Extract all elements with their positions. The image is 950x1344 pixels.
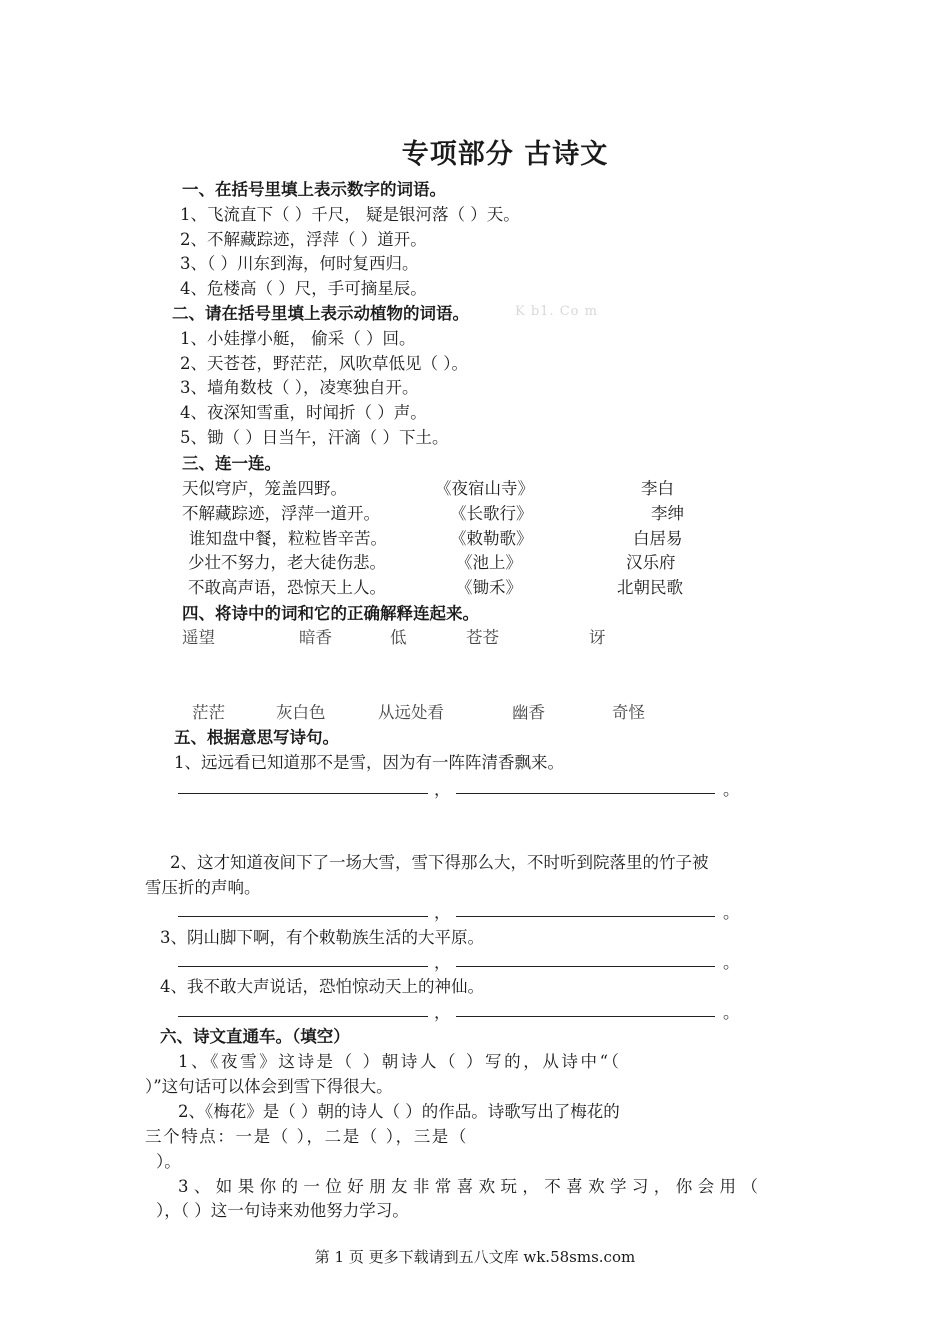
s5-comma-1: ， <box>434 780 451 799</box>
s3-author-3: 白居易 <box>633 529 683 548</box>
s4-meaning-3: 从远处看 <box>378 703 444 722</box>
s3-poem-line-5: 不敢高声语，恐惊天上人。 <box>188 578 386 597</box>
s4-word-5: 讶 <box>589 628 606 647</box>
s6-paragraph-3-line-2: ），（ ）这一句诗来劝他努力学习。 <box>156 1201 409 1220</box>
s2-question-2: 2、天苍苍，野茫茫，风吹草低见（ ）。 <box>180 354 468 373</box>
s5-answer-3b-line[interactable] <box>456 966 715 967</box>
s5-answer-4a-line[interactable] <box>178 1016 428 1017</box>
s5-question-4: 4、我不敢大声说话，恐怕惊动天上的神仙。 <box>160 977 484 996</box>
s4-word-3: 低 <box>390 628 407 647</box>
s6-paragraph-1-line-1: 1、《夜雪》这诗是（ ）朝诗人（ ）写的，从诗中“（ <box>178 1052 622 1071</box>
s6-paragraph-2-line-3: ）。 <box>156 1152 181 1171</box>
s5-answer-4b-line[interactable] <box>456 1016 715 1017</box>
s3-author-5: 北朝民歌 <box>617 578 683 597</box>
s3-poem-line-4: 少壮不努力，老大徒伤悲。 <box>188 553 386 572</box>
s3-title-4: 《池上》 <box>456 553 522 572</box>
s1-question-3: 3、（ ）川东到海，何时复西归。 <box>180 254 419 273</box>
s1-question-2: 2、不解藏踪迹，浮萍（ ）道开。 <box>180 230 427 249</box>
s5-comma-3: ， <box>434 953 451 972</box>
s5-question-2-cont: 雪压折的声响。 <box>145 878 261 897</box>
s2-question-5: 5、锄（ ）日当午，汗滴（ ）下土。 <box>180 428 449 447</box>
s5-answer-1a-line[interactable] <box>178 793 428 794</box>
s5-comma-4: ， <box>434 1003 451 1022</box>
s1-question-4: 4、危楼高（ ）尺，手可摘星辰。 <box>180 279 427 298</box>
s4-meaning-2: 灰白色 <box>276 703 326 722</box>
s1-question-1: 1、飞流直下（ ）千尺， 疑是银河落（ ）天。 <box>180 205 520 224</box>
s3-poem-line-1: 天似穹庐，笼盖四野。 <box>182 479 347 498</box>
section-3-heading: 三、连一连。 <box>182 454 281 473</box>
s3-title-5: 《锄禾》 <box>456 578 522 597</box>
s5-period-3: 。 <box>723 953 740 972</box>
s4-word-2: 暗香 <box>299 628 332 647</box>
s4-meaning-1: 茫茫 <box>192 703 225 722</box>
section-5-heading: 五、根据意思写诗句。 <box>174 728 339 747</box>
page-title: 专项部分 古诗文 <box>401 139 609 170</box>
s5-period-4: 。 <box>723 1003 740 1022</box>
s5-question-1: 1、远远看已知道那不是雪，因为有一阵阵清香飘来。 <box>174 753 564 772</box>
s3-poem-line-3: 谁知盘中餐，粒粒皆辛苦。 <box>189 529 387 548</box>
s2-question-3: 3、墙角数枝（ ），凌寒独自开。 <box>180 378 419 397</box>
s5-answer-1b-line[interactable] <box>456 793 715 794</box>
s3-author-1: 李白 <box>641 479 674 498</box>
s5-question-3: 3、阴山脚下啊，有个敕勒族生活的大平原。 <box>160 928 484 947</box>
s4-word-4: 苍苍 <box>466 628 499 647</box>
s4-word-1: 遥望 <box>182 628 215 647</box>
s6-paragraph-2-line-1: 2、《梅花》是（ ）朝的诗人（ ）的作品。诗歌写出了梅花的 <box>178 1102 620 1121</box>
s5-answer-3a-line[interactable] <box>178 966 428 967</box>
s3-title-1: 《夜宿山寺》 <box>435 479 534 498</box>
watermark: K b1. Co m <box>515 304 598 319</box>
s3-title-3: 《敕勒歌》 <box>450 529 533 548</box>
s5-question-2: 2、这才知道夜间下了一场大雪，雪下得那么大，不时听到院落里的竹子被 <box>170 853 709 872</box>
s6-paragraph-1-line-2: ）”这句话可以体会到雪下得很大。 <box>145 1077 393 1096</box>
s6-paragraph-2-line-2: 三个特点：一是（ ），二是（ ），三是（ <box>145 1127 468 1146</box>
section-2-heading: 二、请在括号里填上表示动植物的词语。 <box>172 304 469 323</box>
s5-period-1: 。 <box>723 780 740 799</box>
s3-author-4: 汉乐府 <box>626 553 676 572</box>
section-6-heading: 六、诗文直通车。（填空） <box>160 1027 350 1046</box>
s4-meaning-5: 奇怪 <box>612 703 645 722</box>
s2-question-1: 1、小娃撑小艇， 偷采（ ）回。 <box>180 329 416 348</box>
s5-period-2: 。 <box>723 903 740 922</box>
s2-question-4: 4、夜深知雪重，时闻折（ ）声。 <box>180 403 427 422</box>
section-4-heading: 四、将诗中的词和它的正确解释连起来。 <box>182 604 479 623</box>
s3-author-2: 李绅 <box>651 504 684 523</box>
s3-poem-line-2: 不解藏踪迹，浮萍一道开。 <box>182 504 380 523</box>
s6-paragraph-3-line-1: 3、如果你的一位好朋友非常喜欢玩，不喜欢学习，你会用（ <box>178 1177 764 1196</box>
page-footer: 第 1 页 更多下载请到五八文库 wk.58sms.com <box>314 1248 636 1266</box>
s5-comma-2: ， <box>434 903 451 922</box>
s5-answer-2b-line[interactable] <box>456 916 715 917</box>
s3-title-2: 《长歌行》 <box>450 504 533 523</box>
s4-meaning-4: 幽香 <box>512 703 545 722</box>
s5-answer-2a-line[interactable] <box>178 916 428 917</box>
section-1-heading: 一、在括号里填上表示数字的词语。 <box>182 180 446 199</box>
